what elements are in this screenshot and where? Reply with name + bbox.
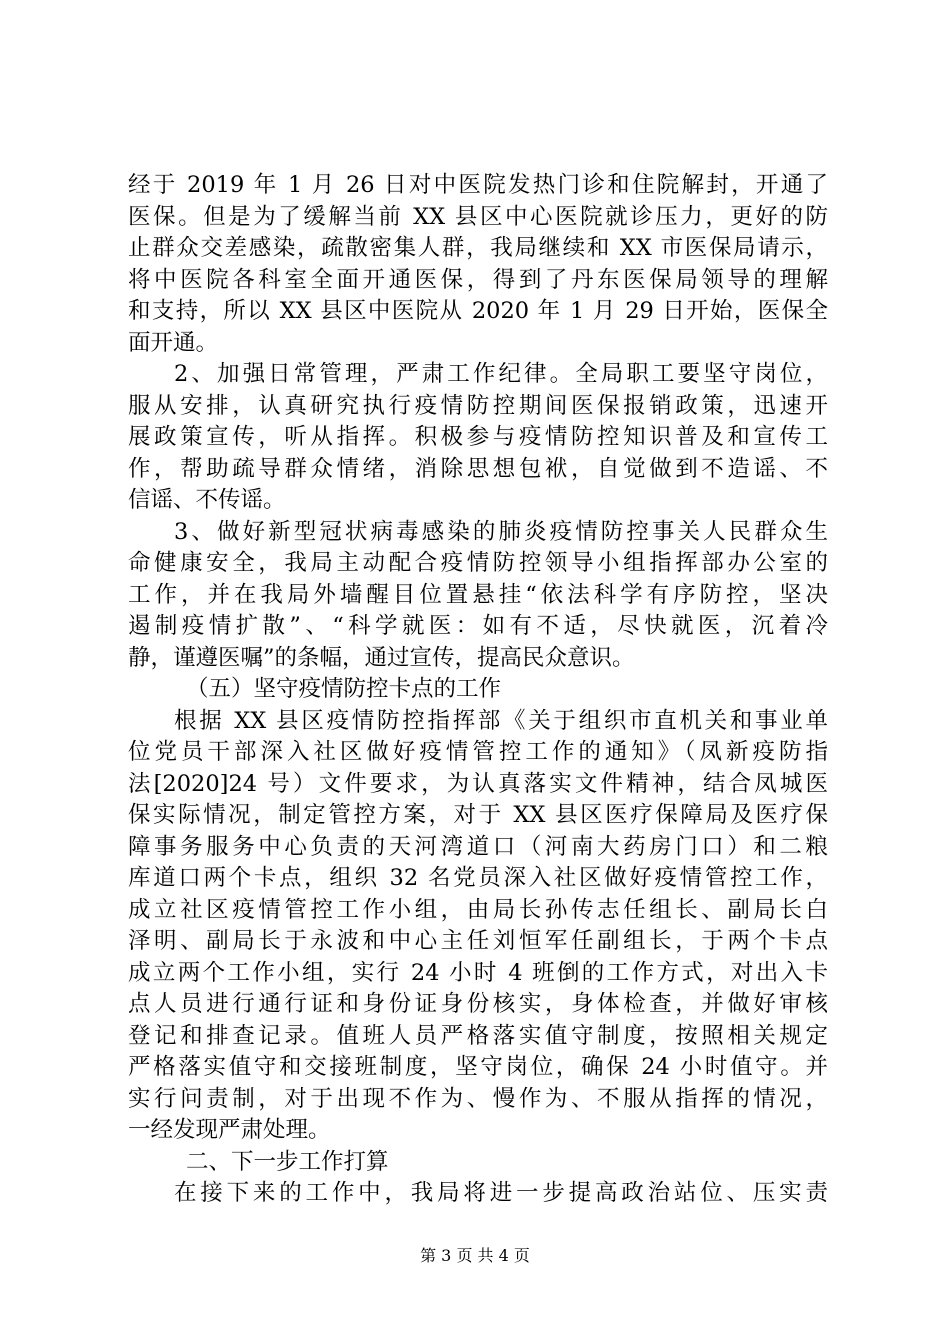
text-line: 位党员干部深入社区做好疫情管控工作的通知》（凤新疫防指 bbox=[128, 739, 828, 765]
text-line: 成立社区疫情管控工作小组，由局长孙传志任组长、副局长白 bbox=[128, 896, 828, 923]
text-line: 点人员进行通行证和身份证身份核实，身体检查，并做好审核 bbox=[128, 991, 828, 1017]
text-line: 信谣、不传谣。 bbox=[128, 487, 286, 513]
document-body bbox=[128, 170, 828, 1210]
page-footer: 第 3 页 共 4 页 bbox=[420, 1246, 530, 1265]
text-line: 面开通。 bbox=[128, 329, 219, 356]
text-line: 障事务服务中心负责的天河湾道口（河南大药房门口）和二粮 bbox=[128, 833, 828, 860]
text-line: 服从安排，认真研究执行疫情防控期间医保报销政策，迅速开 bbox=[128, 392, 828, 419]
paragraph-first-line: 在接下来的工作中，我局将进一步提高政治站位、压实责 bbox=[174, 1180, 828, 1206]
text-line: 实行问责制，对于出现不作为、慢作为、不服从指挥的情况， bbox=[128, 1085, 828, 1112]
text-line: 和支持，所以 XX 县区中医院从 2020 年 1 月 29 日开始，医保全 bbox=[128, 298, 828, 324]
text-line: 登记和排查记录。值班人员严格落实值守制度，按照相关规定 bbox=[128, 1022, 828, 1049]
text-line: 经于 2019 年 1 月 26 日对中医院发热门诊和住院解封，开通了 bbox=[128, 172, 828, 198]
text-line: 止群众交差感染，疏散密集人群，我局继续和 XX 市医保局请示， bbox=[128, 235, 828, 261]
text-line: 库道口两个卡点，组织 32 名党员深入社区做好疫情管控工作， bbox=[128, 865, 828, 891]
text-line: 作，帮助疏导群众情绪，消除思想包袱，自觉做到不造谣、不 bbox=[128, 455, 828, 482]
text-line: 命健康安全，我局主动配合疫情防控领导小组指挥部办公室的 bbox=[128, 550, 828, 576]
text-line: 展政策宣传，听从指挥。积极参与疫情防控知识普及和宣传工 bbox=[128, 424, 828, 450]
text-line: 一经发现严肃处理。 bbox=[128, 1117, 331, 1143]
text-line: 医保。但是为了缓解当前 XX 县区中心医院就诊压力，更好的防 bbox=[128, 203, 828, 230]
text-line: 泽明、副局长于永波和中心主任刘恒军任副组长，于两个卡点 bbox=[128, 928, 828, 954]
text-line: 严格落实值守和交接班制度，坚守岗位，确保 24 小时值守。并 bbox=[128, 1054, 828, 1080]
paragraph-first-line: 3、做好新型冠状病毒感染的肺炎疫情防控事关人民群众生 bbox=[174, 518, 828, 545]
text-line: 保实际情况，制定管控方案，对于 XX 县区医疗保障局及医疗保 bbox=[128, 802, 828, 828]
section-heading: （五）坚守疫情防控卡点的工作 bbox=[186, 676, 502, 702]
paragraph-first-line: 根据 XX 县区疫情防控指挥部《关于组织市直机关和事业单 bbox=[174, 707, 828, 734]
text-line: 静，谨遵医嘱”的条幅，通过宣传，提高民众意识。 bbox=[128, 644, 635, 671]
text-line: 成立两个工作小组，实行 24 小时 4 班倒的工作方式，对出入卡 bbox=[128, 959, 828, 986]
section-heading: 二、下一步工作打算 bbox=[186, 1148, 389, 1175]
paragraph-first-line: 2、加强日常管理，严肃工作纪律。全局职工要坚守岗位， bbox=[174, 361, 828, 387]
text-line: 法[2020]24 号）文件要求，为认真落实文件精神，结合凤城医 bbox=[128, 770, 828, 797]
text-line: 遏制疫情扩散”、“科学就医：如有不适，尽快就医，沉着冷 bbox=[128, 613, 828, 639]
text-line: 将中医院各科室全面开通医保，得到了丹东医保局领导的理解 bbox=[128, 266, 828, 293]
text-line: 工作，并在我局外墙醒目位置悬挂“依法科学有序防控，坚决 bbox=[128, 581, 828, 608]
